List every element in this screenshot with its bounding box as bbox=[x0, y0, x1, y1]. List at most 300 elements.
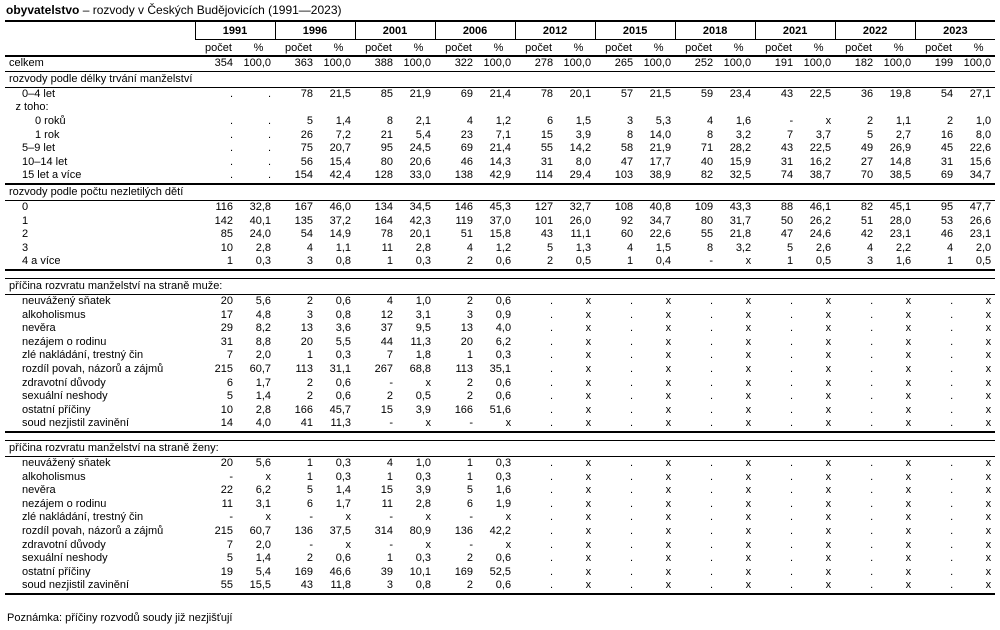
cell: 1,8 bbox=[415, 349, 432, 362]
cell: 26 bbox=[300, 128, 314, 141]
table-row bbox=[5, 470, 995, 484]
cell: 28,2 bbox=[729, 142, 752, 155]
cell: . bbox=[229, 87, 233, 100]
cell: 47 bbox=[620, 155, 634, 168]
cell: 14,3 bbox=[489, 155, 512, 168]
cell: 0,6 bbox=[495, 295, 512, 308]
cell: 21,4 bbox=[489, 142, 512, 155]
cell: x bbox=[665, 403, 672, 416]
cell: 2 bbox=[306, 376, 314, 389]
cell: . bbox=[550, 308, 554, 321]
cell: x bbox=[905, 376, 912, 389]
cell: . bbox=[790, 497, 794, 510]
cell: 5 bbox=[226, 552, 233, 565]
cell: x bbox=[585, 484, 592, 497]
cell: 4 bbox=[386, 295, 394, 308]
cell: 57 bbox=[620, 87, 634, 100]
row-label: 15 let a více bbox=[5, 169, 195, 184]
cell: 1,1 bbox=[335, 241, 352, 254]
table-row bbox=[5, 242, 995, 256]
cell: 20,7 bbox=[329, 142, 352, 155]
cell: x bbox=[825, 538, 832, 551]
cell: 1,4 bbox=[255, 552, 272, 565]
cell: - bbox=[309, 511, 314, 524]
cell: x bbox=[905, 565, 912, 578]
cell: 1 bbox=[306, 470, 314, 483]
cell: . bbox=[950, 524, 954, 537]
cell bbox=[642, 101, 675, 115]
cell: 15,9 bbox=[729, 155, 752, 168]
cell: 15,6 bbox=[969, 155, 992, 168]
cell: 60,7 bbox=[249, 524, 272, 537]
cell: - bbox=[389, 511, 394, 524]
cell: 128 bbox=[355, 169, 402, 184]
cell: x bbox=[585, 497, 592, 510]
row-label: 3 bbox=[22, 241, 29, 254]
cell: x bbox=[882, 417, 915, 432]
cell: x bbox=[745, 565, 752, 578]
cell: . bbox=[630, 362, 634, 375]
cell: 169 bbox=[454, 565, 474, 578]
cell: - bbox=[789, 115, 794, 128]
cell: 5,6 bbox=[255, 295, 272, 308]
cell: x bbox=[985, 403, 992, 416]
row-label: 1 bbox=[22, 214, 29, 227]
subheader-spacer bbox=[5, 40, 195, 57]
row-label: rozdíl povah, názorů a zájmů bbox=[22, 362, 164, 375]
cell: . bbox=[267, 87, 272, 100]
cell: . bbox=[550, 335, 554, 348]
cell: 3 bbox=[306, 308, 314, 321]
cell: 0,3 bbox=[335, 349, 352, 362]
cell: 2 bbox=[466, 552, 474, 565]
cell: 100,0 bbox=[723, 57, 752, 70]
section-title: příčina rozvratu manželství na straně ženy: bbox=[5, 440, 995, 456]
row-label: nezájem o rodinu bbox=[22, 497, 107, 510]
cell: . bbox=[267, 128, 272, 141]
cell: 0,3 bbox=[495, 349, 512, 362]
cell: x bbox=[745, 524, 752, 537]
cell: x bbox=[665, 322, 672, 335]
cell: . bbox=[755, 417, 802, 432]
cell: . bbox=[870, 376, 874, 389]
table-row bbox=[5, 403, 995, 417]
cell: . bbox=[790, 308, 794, 321]
cell: 1 bbox=[386, 552, 394, 565]
cell: . bbox=[229, 155, 233, 168]
cell: - bbox=[675, 255, 722, 270]
section-gap bbox=[5, 270, 995, 279]
cell: . bbox=[710, 497, 714, 510]
cell: 0,6 bbox=[495, 552, 512, 565]
row-label: rozdíl povah, názorů a zájmů bbox=[22, 524, 164, 537]
cell: 37,2 bbox=[329, 214, 352, 227]
cell: 55 bbox=[195, 579, 242, 594]
cell: x bbox=[825, 376, 832, 389]
cell: . bbox=[790, 456, 794, 469]
cell: x bbox=[905, 403, 912, 416]
cell: . bbox=[630, 403, 634, 416]
cell: 2 bbox=[466, 376, 474, 389]
cell: 164 bbox=[374, 214, 394, 227]
cell: 42,2 bbox=[489, 524, 512, 537]
cell: x bbox=[905, 484, 912, 497]
cell: 2,0 bbox=[975, 241, 992, 254]
cell: 3,9 bbox=[575, 128, 592, 141]
cell: 1,5 bbox=[575, 115, 592, 128]
cell: 82 bbox=[675, 169, 722, 184]
cell: 1,4 bbox=[335, 115, 352, 128]
table-row bbox=[5, 255, 995, 270]
cell: 7,1 bbox=[495, 128, 512, 141]
subheader-count: počet bbox=[675, 40, 722, 57]
cell: 5 bbox=[306, 115, 314, 128]
cell: x bbox=[825, 295, 832, 308]
cell: 101 bbox=[534, 214, 554, 227]
cell: 51,6 bbox=[489, 403, 512, 416]
cell: 51 bbox=[860, 214, 874, 227]
cell bbox=[482, 101, 515, 115]
row-label: zdravotní důvody bbox=[22, 538, 106, 551]
cell: 11,8 bbox=[322, 579, 355, 594]
cell: x bbox=[985, 524, 992, 537]
cell: x bbox=[505, 538, 512, 551]
cell: 20 bbox=[460, 335, 474, 348]
table-row bbox=[5, 484, 995, 498]
cell: 7 bbox=[786, 128, 794, 141]
cell: x bbox=[745, 390, 752, 403]
cell: 46 bbox=[460, 155, 474, 168]
cell: 78 bbox=[540, 87, 554, 100]
cell: 3,6 bbox=[335, 322, 352, 335]
table-row bbox=[5, 552, 995, 566]
cell: x bbox=[962, 417, 995, 432]
cell: 0,3 bbox=[415, 552, 432, 565]
cell: x bbox=[585, 552, 592, 565]
cell: x bbox=[985, 552, 992, 565]
cell: 15,4 bbox=[329, 155, 352, 168]
cell: 15 bbox=[540, 128, 554, 141]
cell: . bbox=[229, 142, 233, 155]
cell: x bbox=[745, 538, 752, 551]
cell: 5 bbox=[226, 390, 233, 403]
cell: . bbox=[550, 538, 554, 551]
cell: 32,8 bbox=[249, 201, 272, 214]
cell: 20,6 bbox=[409, 155, 432, 168]
cell: 23,4 bbox=[729, 87, 752, 100]
subheader-percent: % bbox=[482, 40, 515, 57]
cell: x bbox=[882, 579, 915, 594]
cell: . bbox=[630, 322, 634, 335]
cell: 4 bbox=[306, 241, 314, 254]
cell: 32,5 bbox=[722, 169, 755, 184]
subheader-count: počet bbox=[595, 40, 642, 57]
cell: 21,8 bbox=[729, 228, 752, 241]
cell: x bbox=[585, 470, 592, 483]
cell: 80 bbox=[380, 155, 394, 168]
cell bbox=[722, 101, 755, 115]
cell: 60 bbox=[620, 228, 634, 241]
cell: 44 bbox=[380, 335, 394, 348]
cell: . bbox=[950, 403, 954, 416]
table-row bbox=[5, 200, 995, 214]
cell: x bbox=[665, 497, 672, 510]
cell: . bbox=[870, 295, 874, 308]
table-row bbox=[5, 390, 995, 404]
cell: x bbox=[745, 484, 752, 497]
cell: 3 bbox=[626, 115, 634, 128]
table-row bbox=[5, 579, 995, 594]
cell: 36 bbox=[860, 87, 874, 100]
cell: x bbox=[985, 511, 992, 524]
cell: x bbox=[585, 511, 592, 524]
cell: 2 bbox=[947, 115, 954, 128]
cell: 8 bbox=[706, 128, 714, 141]
cell: 6 bbox=[306, 497, 314, 510]
cell: x bbox=[905, 538, 912, 551]
table-head bbox=[5, 21, 995, 56]
cell: 24,5 bbox=[409, 142, 432, 155]
cell: x bbox=[665, 511, 672, 524]
cell: 1 bbox=[195, 255, 242, 270]
subheader-count: počet bbox=[435, 40, 482, 57]
cell: 95 bbox=[380, 142, 394, 155]
cell: 0,3 bbox=[415, 470, 432, 483]
cell: x bbox=[665, 295, 672, 308]
cell: 154 bbox=[275, 169, 322, 184]
year-header: 2021 bbox=[755, 21, 835, 40]
section-title-row bbox=[5, 440, 995, 456]
cell: . bbox=[550, 295, 554, 308]
cell: . bbox=[790, 524, 794, 537]
cell: 4 bbox=[867, 241, 874, 254]
cell: 20,1 bbox=[569, 87, 592, 100]
cell: . bbox=[630, 538, 634, 551]
cell: 5,4 bbox=[415, 128, 432, 141]
row-label: 2 bbox=[22, 228, 29, 241]
cell: x bbox=[665, 565, 672, 578]
table-row bbox=[5, 349, 995, 363]
cell: . bbox=[550, 565, 554, 578]
year-header-row bbox=[5, 21, 995, 40]
cell: . bbox=[267, 142, 272, 155]
cell: 100,0 bbox=[963, 57, 992, 70]
cell: 51 bbox=[460, 228, 474, 241]
cell: 100,0 bbox=[323, 57, 352, 70]
year-header: 2023 bbox=[915, 21, 995, 40]
section-title: rozvody podle počtu nezletilých dětí bbox=[5, 184, 995, 201]
year-header: 2015 bbox=[595, 21, 675, 40]
cell: x bbox=[825, 115, 832, 128]
table-row bbox=[5, 511, 995, 525]
cell: 28,0 bbox=[889, 214, 912, 227]
cell: 69 bbox=[460, 87, 474, 100]
cell: 3,2 bbox=[735, 241, 752, 254]
cell: . bbox=[675, 417, 722, 432]
subheader-count: počet bbox=[755, 40, 802, 57]
cell bbox=[675, 101, 722, 115]
year-header: 2006 bbox=[435, 21, 515, 40]
cell: . bbox=[550, 403, 554, 416]
cell: x bbox=[345, 511, 352, 524]
table-row bbox=[5, 214, 995, 228]
cell: 10,1 bbox=[409, 565, 432, 578]
cell: 42,3 bbox=[409, 214, 432, 227]
cell: 26,0 bbox=[569, 214, 592, 227]
cell bbox=[275, 101, 322, 115]
cell: 32,7 bbox=[569, 201, 592, 214]
cell: 46,0 bbox=[329, 201, 352, 214]
cell: 2 bbox=[306, 295, 314, 308]
cell: x bbox=[825, 470, 832, 483]
cell: 7 bbox=[226, 538, 233, 551]
cell: x bbox=[802, 417, 835, 432]
cell bbox=[515, 101, 562, 115]
table-row bbox=[5, 497, 995, 511]
cell: . bbox=[790, 565, 794, 578]
cell: . bbox=[229, 115, 233, 128]
cell: . bbox=[710, 524, 714, 537]
cell: 54 bbox=[300, 228, 314, 241]
cell: x bbox=[825, 511, 832, 524]
cell: x bbox=[825, 484, 832, 497]
row-label: ostatní příčiny bbox=[22, 565, 91, 578]
cell: 2 bbox=[515, 255, 562, 270]
table-row bbox=[5, 538, 995, 552]
cell: - bbox=[469, 511, 474, 524]
cell: . bbox=[950, 497, 954, 510]
subheader-count: počet bbox=[275, 40, 322, 57]
cell: . bbox=[710, 308, 714, 321]
table-row bbox=[5, 142, 995, 156]
cell: 354 bbox=[214, 57, 233, 70]
table-body bbox=[5, 56, 995, 594]
cell: 116 bbox=[215, 201, 233, 214]
cell: 1,0 bbox=[415, 456, 432, 469]
cell: 60,7 bbox=[249, 362, 272, 375]
cell: x bbox=[745, 456, 752, 469]
subheader-percent: % bbox=[562, 40, 595, 57]
cell: x bbox=[585, 538, 592, 551]
cell: 11 bbox=[381, 497, 394, 510]
cell bbox=[435, 101, 482, 115]
cell: - bbox=[435, 417, 482, 432]
cell: . bbox=[630, 335, 634, 348]
row-label: celkem bbox=[9, 57, 44, 70]
cell: - bbox=[389, 538, 394, 551]
cell: x bbox=[825, 335, 832, 348]
cell: x bbox=[585, 376, 592, 389]
cell: 34,5 bbox=[409, 201, 432, 214]
cell: . bbox=[267, 115, 272, 128]
cell: x bbox=[745, 349, 752, 362]
cell: 0,6 bbox=[482, 255, 515, 270]
cell: x bbox=[905, 390, 912, 403]
cell: x bbox=[562, 417, 595, 432]
cell: 2,7 bbox=[895, 128, 912, 141]
cell: 8 bbox=[626, 128, 634, 141]
cell: 267 bbox=[374, 362, 394, 375]
cell: 2,1 bbox=[415, 115, 432, 128]
row-label: 0–4 let bbox=[22, 87, 56, 100]
cell: x bbox=[905, 456, 912, 469]
cell: 100,0 bbox=[563, 57, 592, 70]
cell: 166 bbox=[454, 403, 474, 416]
cell: . bbox=[870, 349, 874, 362]
cell: 6 bbox=[546, 115, 554, 128]
cell: . bbox=[710, 511, 714, 524]
cell: 37 bbox=[380, 322, 394, 335]
cell: 75 bbox=[300, 142, 314, 155]
cell: x bbox=[985, 497, 992, 510]
subheader-count: počet bbox=[515, 40, 562, 57]
cell: 45,1 bbox=[889, 201, 912, 214]
cell: 1 bbox=[595, 255, 642, 270]
cell: 5 bbox=[546, 241, 554, 254]
cell: 71 bbox=[700, 142, 714, 155]
cell: 100,0 bbox=[403, 57, 432, 70]
cell: . bbox=[267, 155, 272, 168]
subheader-count: počet bbox=[915, 40, 962, 57]
cell: 3,2 bbox=[735, 128, 752, 141]
cell: . bbox=[950, 552, 954, 565]
cell: 1,6 bbox=[495, 484, 512, 497]
subheader-percent: % bbox=[722, 40, 755, 57]
cell: 16,2 bbox=[809, 155, 832, 168]
cell: x bbox=[665, 456, 672, 469]
cell: 4 bbox=[706, 115, 714, 128]
cell: x bbox=[825, 322, 832, 335]
cell: . bbox=[950, 484, 954, 497]
cell: 24,6 bbox=[809, 228, 832, 241]
cell: x bbox=[905, 470, 912, 483]
year-header-spacer bbox=[5, 21, 195, 40]
cell: 68,8 bbox=[409, 362, 432, 375]
cell: 278 bbox=[534, 57, 554, 70]
cell: 2 bbox=[306, 390, 314, 403]
cell: 2,0 bbox=[255, 538, 272, 551]
cell: . bbox=[950, 470, 954, 483]
table-row bbox=[5, 56, 995, 71]
cell: . bbox=[675, 579, 722, 594]
cell: 1,1 bbox=[895, 115, 912, 128]
cell: 191 bbox=[774, 57, 794, 70]
cell: . bbox=[550, 322, 554, 335]
cell: 7 bbox=[226, 349, 233, 362]
cell: 69 bbox=[460, 142, 474, 155]
cell: 136 bbox=[454, 524, 474, 537]
table-row bbox=[5, 322, 995, 336]
cell: . bbox=[710, 322, 714, 335]
cell bbox=[962, 101, 995, 115]
cell: 4,0 bbox=[242, 417, 275, 432]
cell bbox=[242, 101, 275, 115]
cell bbox=[195, 101, 242, 115]
cell: 10 bbox=[220, 403, 233, 416]
cell: 49 bbox=[860, 142, 874, 155]
cell: x bbox=[905, 497, 912, 510]
section-title: příčina rozvratu manželství na straně muže: bbox=[5, 278, 995, 294]
cell: . bbox=[550, 484, 554, 497]
year-header: 2012 bbox=[515, 21, 595, 40]
cell: 23,1 bbox=[889, 228, 912, 241]
cell: x bbox=[585, 335, 592, 348]
cell: 134 bbox=[374, 201, 394, 214]
cell: . bbox=[870, 390, 874, 403]
cell: . bbox=[790, 484, 794, 497]
cell: 100,0 bbox=[243, 57, 272, 70]
table-row bbox=[5, 101, 995, 115]
